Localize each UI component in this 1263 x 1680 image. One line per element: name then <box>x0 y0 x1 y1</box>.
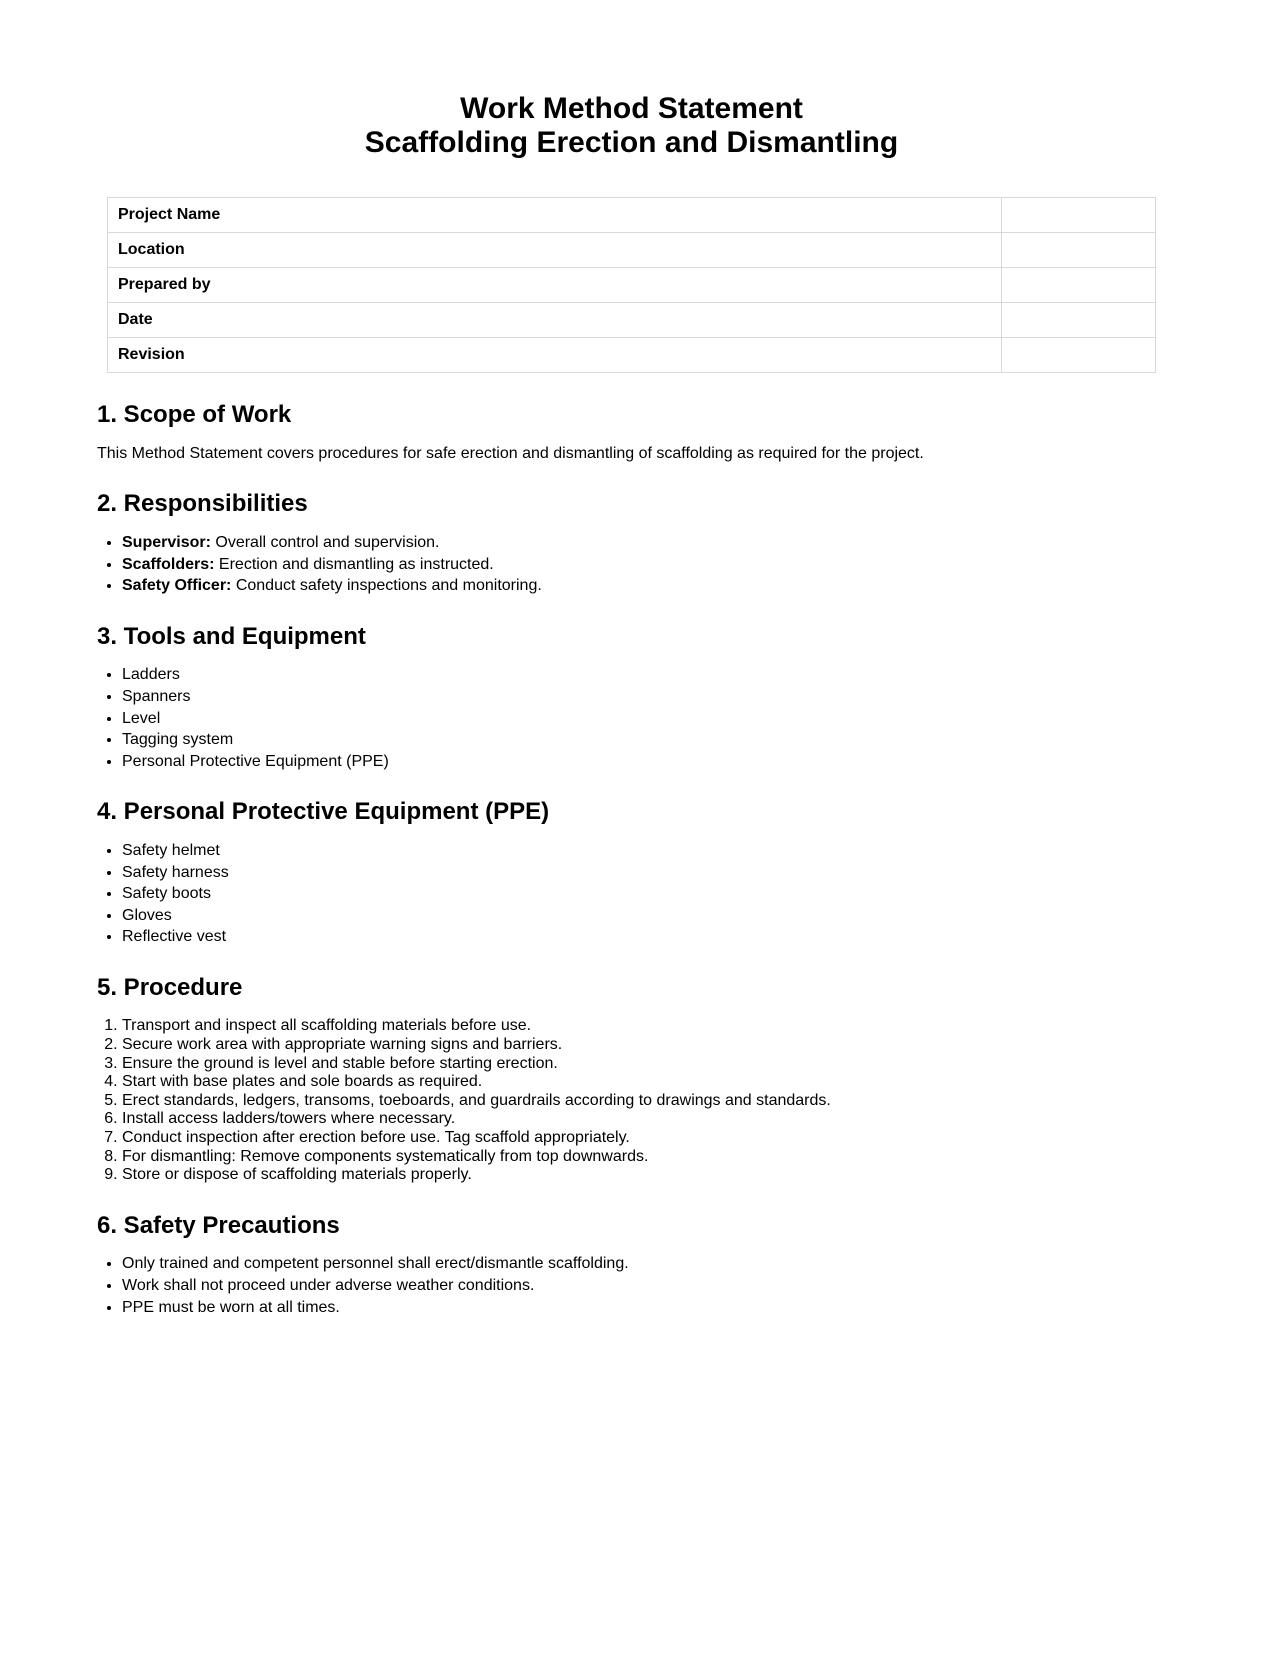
table-row-project-name <box>108 198 1156 233</box>
section-heading: 3. Tools and Equipment <box>97 622 366 650</box>
list-item: • Tagging system <box>122 731 1166 749</box>
list-item-text: Overall control and supervision. <box>215 533 440 551</box>
table-row-location <box>108 233 1156 268</box>
list-item: 9. Store or dispose of scaffolding materials properly. <box>122 1166 1166 1184</box>
procedure-list <box>97 1017 1166 1183</box>
list-item-label: Supervisor: <box>122 533 211 551</box>
list-item-text: Erection and dismantling as instructed. <box>218 555 494 573</box>
list-item-text: Conduct safety inspections and monitoring. <box>235 577 542 595</box>
info-label-cell: Prepared by <box>108 268 1002 303</box>
tools-list <box>97 666 1166 770</box>
section-scope-of-work <box>97 401 1166 462</box>
section-heading: 2. Responsibilities <box>97 490 308 518</box>
ppe-list <box>97 842 1166 946</box>
info-value-cell <box>1001 198 1155 233</box>
section-tools-and-equipment <box>97 623 1166 771</box>
info-label-cell: Revision <box>108 338 1002 373</box>
list-item: 4. Start with base plates and sole boards as required. <box>122 1073 1166 1091</box>
section-heading: 1. Scope of Work <box>97 401 292 429</box>
info-label-cell: Project Name <box>108 198 1002 233</box>
list-item: • Safety boots <box>122 885 1166 903</box>
project-info-table <box>107 197 1156 373</box>
section-heading: 5. Procedure <box>97 973 243 1001</box>
list-item: 3. Ensure the ground is level and stable before starting erection. <box>122 1055 1166 1073</box>
section-procedure <box>97 974 1166 1184</box>
section-paragraph: This Method Statement covers procedures for safe erection and dismantling of scaffolding as required for the project. <box>97 444 924 462</box>
info-label-cell: Location <box>108 233 1002 268</box>
section-heading: 4. Personal Protective Equipment (PPE) <box>97 798 550 826</box>
list-item: 1. Transport and inspect all scaffolding materials before use. <box>122 1017 1166 1035</box>
table-row-revision <box>108 338 1156 373</box>
list-item: • PPE must be worn at all times. <box>122 1299 1166 1317</box>
list-item: • Work shall not proceed under adverse weather conditions. <box>122 1277 1166 1295</box>
list-item: 6. Install access ladders/towers where necessary. <box>122 1110 1166 1128</box>
title-line-2: Scaffolding Erection and Dismantling <box>364 125 899 159</box>
list-item: • Level <box>122 710 1166 728</box>
list-item: • Only trained and competent personnel shall erect/dismantle scaffolding. <box>122 1255 1166 1273</box>
section-ppe <box>97 798 1166 946</box>
table-row-date <box>108 303 1156 338</box>
list-item: 8. For dismantling: Remove components systematically from top downwards. <box>122 1148 1166 1166</box>
info-label-cell: Date <box>108 303 1002 338</box>
list-item: • Spanners <box>122 688 1166 706</box>
responsibilities-list <box>97 534 1166 595</box>
list-item-label: Safety Officer: <box>122 577 232 595</box>
list-item <box>122 577 1166 595</box>
section-responsibilities <box>97 490 1166 594</box>
list-item: 2. Secure work area with appropriate warning signs and barriers. <box>122 1036 1166 1054</box>
list-item: • Reflective vest <box>122 928 1166 946</box>
info-value-cell <box>1001 303 1155 338</box>
list-item: • Safety harness <box>122 864 1166 882</box>
table-row-prepared-by <box>108 268 1156 303</box>
list-item-label: Scaffolders: <box>122 555 215 573</box>
list-item: 5. Erect standards, ledgers, transoms, toeboards, and guardrails according to drawings and standards. <box>122 1092 1166 1110</box>
safety-precautions-list <box>97 1255 1166 1316</box>
list-item: • Safety helmet <box>122 842 1166 860</box>
document-title <box>97 92 1166 159</box>
section-safety-precautions <box>97 1212 1166 1316</box>
info-value-cell <box>1001 233 1155 268</box>
section-heading: 6. Safety Precautions <box>97 1211 340 1239</box>
info-value-cell <box>1001 268 1155 303</box>
list-item <box>122 556 1166 574</box>
list-item: 7. Conduct inspection after erection before use. Tag scaffold appropriately. <box>122 1129 1166 1147</box>
list-item: • Personal Protective Equipment (PPE) <box>122 753 1166 771</box>
list-item: • Ladders <box>122 666 1166 684</box>
list-item: • Gloves <box>122 907 1166 925</box>
info-value-cell <box>1001 338 1155 373</box>
list-item <box>122 534 1166 552</box>
title-line-1: Work Method Statement <box>460 92 803 125</box>
